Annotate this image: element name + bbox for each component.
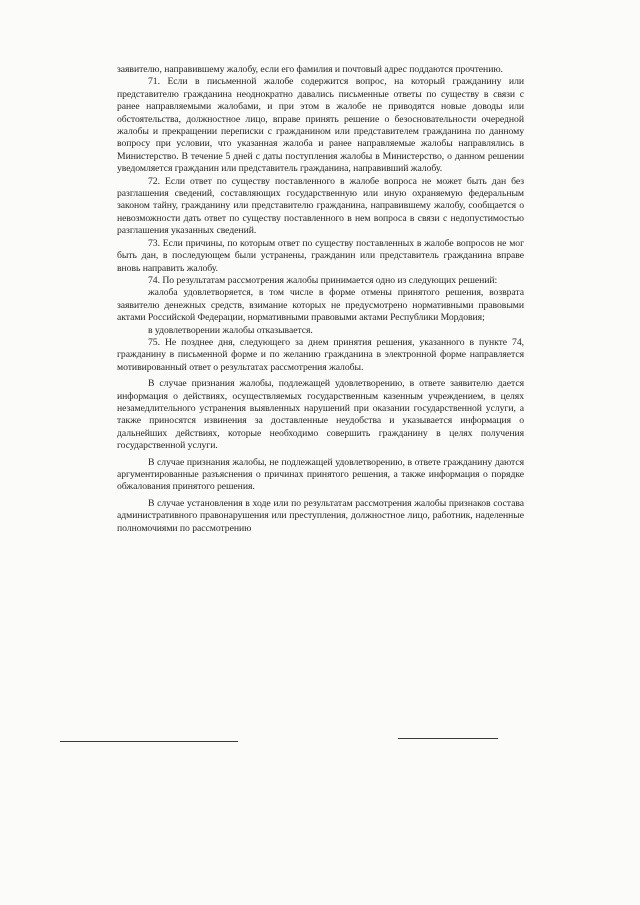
paragraph-75-satisfied: В случае признания жалобы, подлежащей удовлетворению, в ответе заявителю дается информация о действиях, осуществляемых государственным казенным учреждением, в целях незамедлительного устранения выявленных нарушений при оказании государственной услуги, а также приносятся извинения за доставленные неудобства и указывается информация о дальнейших действиях, которые необходимо совершить гражданину в целях получения государственной услуги.	[117, 378, 524, 452]
document-body	[117, 64, 524, 535]
paragraph-74-option-2: в удовлетворении жалобы отказывается.	[148, 324, 313, 336]
paragraph-74-option-1: жалоба удовлетворяется, в том числе в форме отмены принятого решения, возврата заявителю денежных средств, взимание которых не предусмотрено нормативными правовыми актами Российской Федерации, нормативными правовыми актами Республики Мордовия;	[117, 287, 524, 324]
paragraph-continuation: заявителю, направившему жалобу, если его фамилия и почтовый адрес поддаются прочтению.	[117, 64, 503, 75]
paragraph-75-violation: В случае установления в ходе или по результатам рассмотрения жалобы признаков состава административного правонарушения или преступления, должностное лицо, работник, наделенные полномочиями по рассмотрению	[117, 497, 524, 534]
paragraph-75-rejected: В случае признания жалобы, не подлежащей удовлетворению, в ответе гражданину даются аргументированные разъяснения о причинах принятого решения, а также информация о порядке обжалования принятого решения.	[117, 456, 524, 493]
signature-line-left	[60, 741, 238, 742]
paragraph-72: 72. Если ответ по существу поставленного в жалобе вопроса не может быть дан без разглашения сведений, составляющих государственную или иную охраняемую федеральным законом тайну, гражданину или представителю гражданина, направившему жалобу, сообщается о невозможности дать ответ по существу поставленного в нем вопроса в связи с недопустимостью разглашения указанных сведений.	[117, 175, 524, 237]
paragraph-75: 75. Не позднее дня, следующего за днем принятия решения, указанного в пункте 74, гражданину в письменной форме и по желанию гражданина в электронной форме направляется мотивированный ответ о результатах рассмотрения жалобы.	[117, 336, 524, 373]
paragraph-74: 74. По результатам рассмотрения жалобы принимается одно из следующих решений:	[148, 274, 498, 286]
paragraph-71: 71. Если в письменной жалобе содержится вопрос, на который гражданину или представителю гражданина неоднократно давались письменные ответы по существу в связи с ранее направляемыми жалобами, и при этом в жалобе не приводятся новые доводы или обстоятельства, должностное лицо, вправе принять решение о безосновательности очередной жалобы и прекращении переписки с гражданином или представителем гражданина по данному вопросу при условии, что указанная жалоба и ранее направляемые жалобы направлялись в Министерство. В течение 5 дней с даты поступления жалобы в Министерство, о данном решении уведомляется гражданин или представитель гражданина, направивший жалобу.	[117, 76, 524, 175]
signature-line-right	[398, 738, 498, 739]
paragraph-73: 73. Если причины, по которым ответ по существу поставленных в жалобе вопросов не мог быть дан, в последующем были устранены, гражданин или представитель гражданина вправе вновь направить жалобу.	[117, 237, 524, 274]
